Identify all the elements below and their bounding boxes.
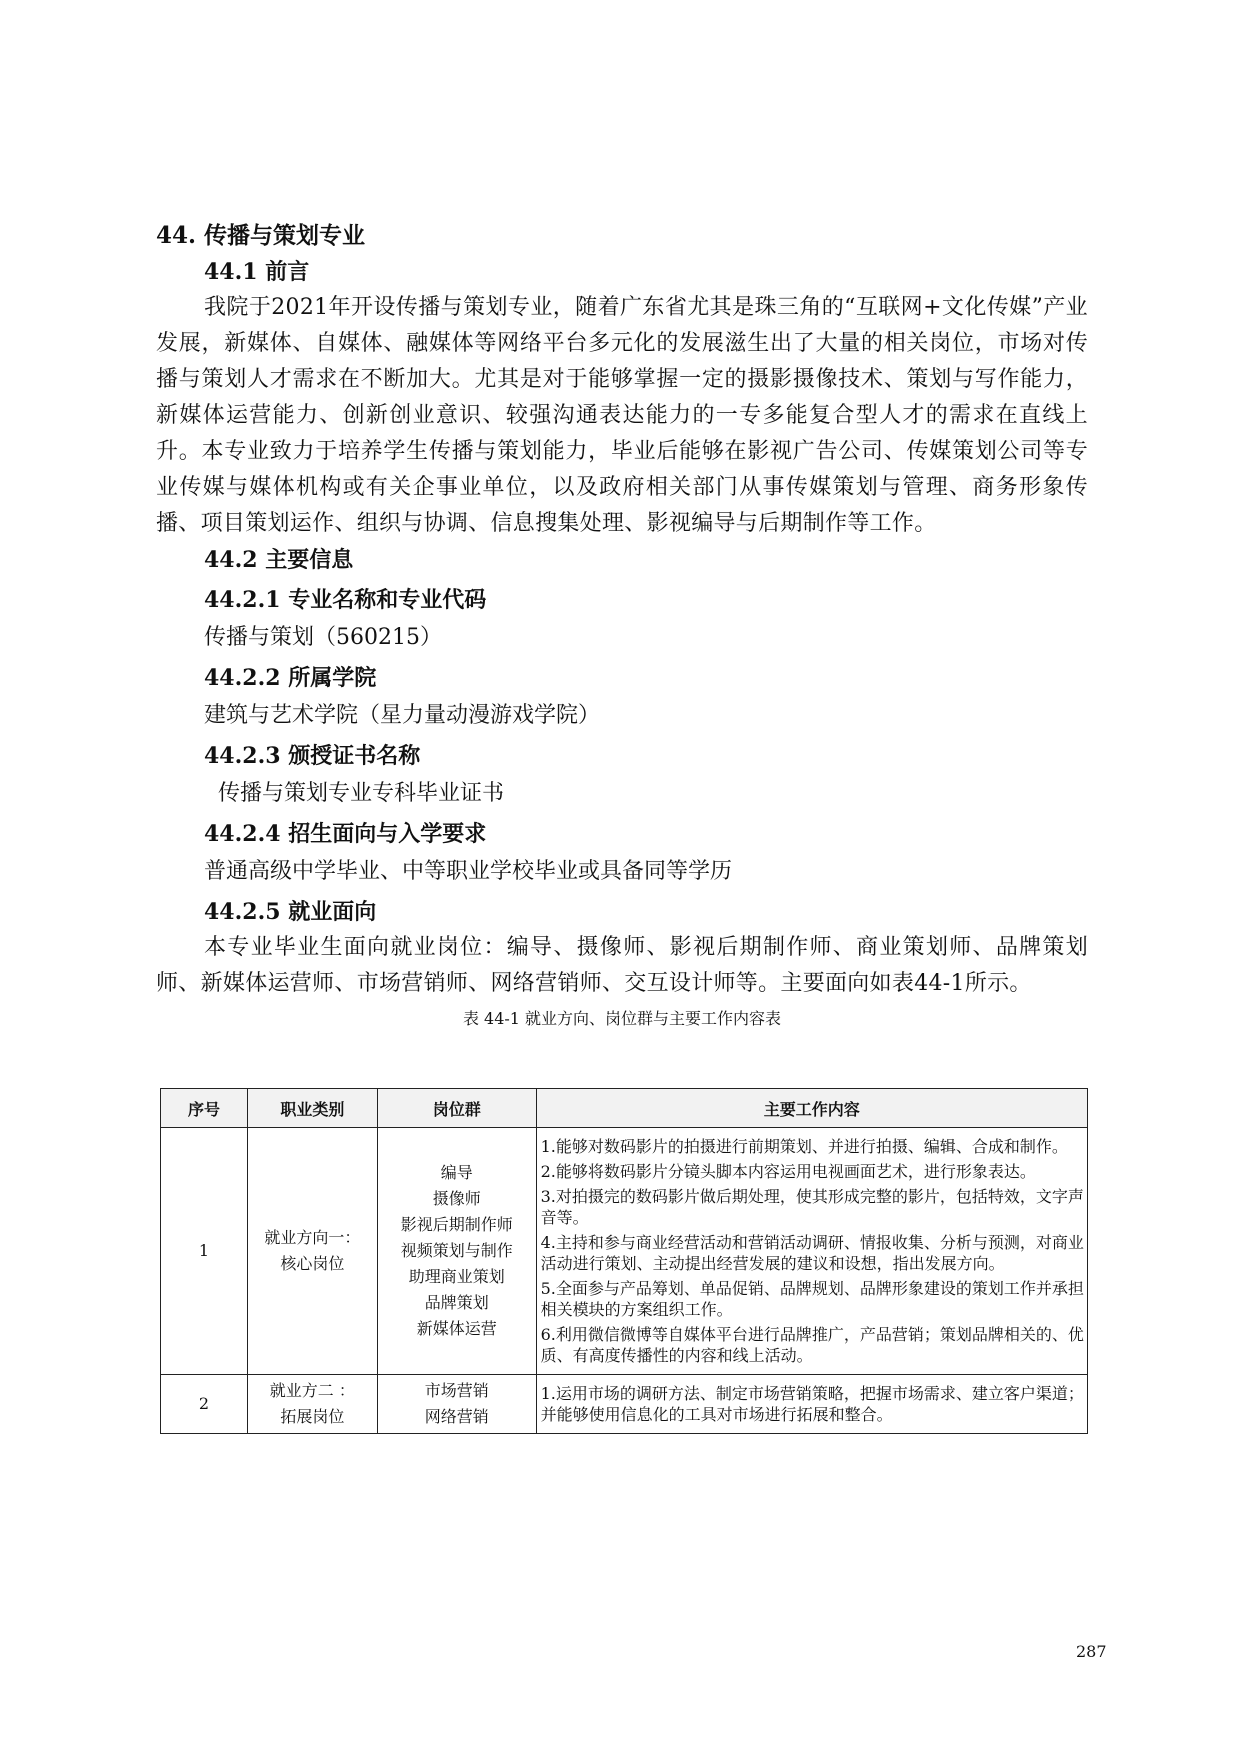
row-no: 2 [161,1375,248,1434]
category-line: 核心岗位 [280,1254,345,1273]
role-item: 摄像师 [432,1189,481,1208]
document-body [156,218,1088,1044]
role-item: 编导 [440,1163,473,1182]
role-item: 助理商业策划 [408,1267,505,1286]
college-heading: 44.2.2 所属学院 [204,665,377,691]
college-text: 建筑与艺术学院（星力量动漫游戏学院） [204,703,601,728]
header-roles: 岗位群 [377,1089,536,1128]
major-code-text: 传播与策划（560215） [204,625,442,650]
page-number: 287 [1076,1642,1107,1661]
certificate-heading: 44.2.3 颁授证书名称 [204,743,421,769]
employment-heading: 44.2.5 就业面向 [204,899,377,925]
row-roles [377,1128,536,1375]
work-item: 2.能够将数码影片分镜头脚本内容运用电视画面艺术，进行形象表达。 [540,1162,1036,1181]
row-work [536,1375,1087,1434]
table-row [161,1128,1088,1375]
row-no: 1 [161,1128,248,1375]
row-roles [377,1375,536,1434]
work-item: 4.主持和参与商业经营活动和营销活动调研、情报收集、分析与预测，对商业活动进行策划、主动提出经营发展的建议和设想，指出发展方向。 [540,1233,1084,1273]
category-line: 拓展岗位 [280,1407,345,1426]
row-work [536,1128,1087,1375]
major-code-heading: 44.2.1 专业名称和专业代码 [204,587,487,613]
admission-text: 普通高级中学毕业、中等职业学校毕业或具备同等学历 [204,859,733,884]
table-caption: 表 44-1 就业方向、岗位群与主要工作内容表 [462,1009,782,1028]
work-item: 1.能够对数码影片的拍摄进行前期策划、并进行拍摄、编辑、合成和制作。 [540,1137,1068,1156]
header-category: 职业类别 [247,1089,377,1128]
role-item: 市场营销 [424,1381,489,1400]
role-item: 新媒体运营 [416,1319,497,1338]
preface-heading: 44.1 前言 [204,259,310,285]
section-title: 44. 传播与策划专业 [156,222,366,249]
role-item: 品牌策划 [424,1293,489,1312]
main-info-heading: 44.2 主要信息 [204,547,354,573]
row-category [247,1128,377,1375]
category-line: 就业方向一： [264,1228,361,1247]
preface-paragraph: 我院于2021年开设传播与策划专业，随着广东省尤其是珠三角的“互联网+文化传媒”产业发展，新媒体、自媒体、融媒体等网络平台多元化的发展滋生出了大量的相关岗位，市场对传播与策划人才需求在不断加大。尤其是对于能够掌握一定的摄影摄像技术、策划与写作能力，新媒体运营能力、创新创业意识、较强沟通表达能力的一专多能复合型人才的需求在直线上升。本专业致力于培养学生传播与策划能力，毕业后能够在影视广告公司、传媒策划公司等专业传媒与媒体机构或有关企事业单位，以及政府相关部门从事传媒策划与管理、商务形象传播、项目策划运作、组织与协调、信息搜集处理、影视编导与后期制作等工作。 [156,295,1088,536]
employment-table [160,1088,1088,1434]
admission-heading: 44.2.4 招生面向与入学要求 [204,821,487,847]
work-item: 5.全面参与产品筹划、单品促销、品牌规划、品牌形象建设的策划工作并承担相关模块的方案组织工作。 [540,1279,1084,1319]
row-category [247,1375,377,1434]
header-work: 主要工作内容 [536,1089,1087,1128]
work-item: 1.运用市场的调研方法、制定市场营销策略，把握市场需求、建立客户渠道；并能够使用信息化的工具对市场进行拓展和整合。 [540,1384,1084,1424]
work-item: 6.利用微信微博等自媒体平台进行品牌推广，产品营销；策划品牌相关的、优质、有高度传播性的内容和线上活动。 [540,1325,1084,1365]
work-item: 3.对拍摄完的数码影片做后期处理，使其形成完整的影片，包括特效，文字声音等。 [540,1187,1084,1227]
header-no: 序号 [161,1089,248,1128]
table-header-row [161,1089,1088,1128]
role-item: 网络营销 [424,1407,489,1426]
employment-paragraph: 本专业毕业生面向就业岗位：编导、摄像师、影视后期制作师、商业策划师、品牌策划师、新媒体运营师、市场营销师、网络营销师、交互设计师等。主要面向如表44-1所示。 [156,935,1088,996]
certificate-text: 传播与策划专业专科毕业证书 [218,781,505,806]
category-line: 就业方二 ： [269,1381,355,1400]
role-item: 视频策划与制作 [400,1241,513,1260]
table-row [161,1375,1088,1434]
role-item: 影视后期制作师 [400,1215,513,1234]
